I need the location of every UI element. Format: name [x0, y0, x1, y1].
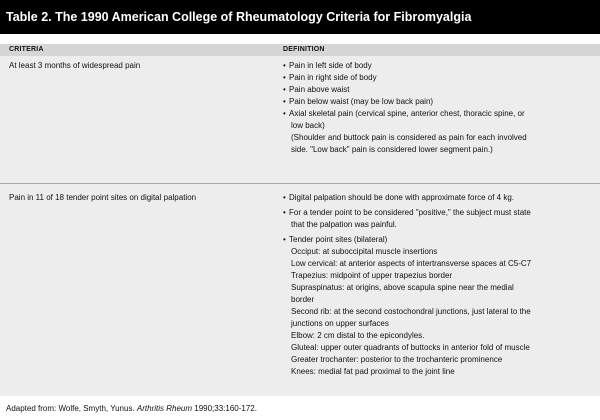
- criteria-cell-widespread-pain: At least 3 months of widespread pain: [9, 61, 141, 70]
- footnote-prefix: Adapted from: Wolfe, Smyth, Yunus.: [6, 404, 137, 413]
- bullet-icon: •: [283, 109, 286, 118]
- tender-site-continuation: border: [291, 295, 315, 304]
- list-item: • Axial skeletal pain (cervical spine, anterior chest, thoracic spine, or: [283, 109, 525, 118]
- tender-site: Low cervical: at anterior aspects of intertransverse spaces at C5-C7: [291, 259, 532, 268]
- note-line: side. "Low back" pain is considered lower segment pain.): [291, 145, 493, 154]
- list-item: • Pain above waist: [283, 85, 350, 94]
- list-item: • For a tender point to be considered "positive," the subject must state: [283, 208, 531, 217]
- tender-site: Greater trochanter: posterior to the trochanteric prominence: [291, 355, 503, 364]
- bullet-icon: •: [283, 97, 286, 106]
- tender-site: Knees: medial fat pad proximal to the joint line: [291, 367, 455, 376]
- list-item-continuation: low back): [291, 121, 325, 130]
- definition-column-header: DEFINITION: [283, 46, 325, 53]
- footnote-citation: 1990;33:160-172.: [192, 404, 257, 413]
- tender-site: Supraspinatus: at origins, above scapula spine near the medial: [291, 283, 514, 292]
- bullet-icon: •: [283, 73, 286, 82]
- bullet-icon: •: [283, 85, 286, 94]
- criteria-cell-tender-points: Pain in 11 of 18 tender point sites on digital palpation: [9, 193, 197, 202]
- tender-site: Occiput: at suboccipital muscle insertions: [291, 247, 438, 256]
- list-item: • Pain in left side of body: [283, 61, 372, 70]
- bullet-icon: •: [283, 235, 286, 244]
- tender-site: Gluteal: upper outer quadrants of buttocks in anterior fold of muscle: [291, 343, 530, 352]
- list-item: • Pain below waist (may be low back pain): [283, 97, 434, 106]
- tender-site: Elbow: 2 cm distal to the epicondyles.: [291, 331, 425, 340]
- definition-cell-tender-points: [283, 192, 595, 378]
- list-item: • Tender point sites (bilateral): [283, 235, 388, 244]
- bullet-icon: •: [283, 193, 286, 202]
- source-footnote: [6, 403, 257, 415]
- definition-cell-widespread-pain: [283, 60, 595, 156]
- row-divider: [0, 183, 600, 184]
- tender-site-continuation: junctions on upper surfaces: [291, 319, 389, 328]
- note-line: (Shoulder and buttock pain is considered as pain for each involved: [291, 133, 527, 142]
- list-item: • Digital palpation should be done with approximate force of 4 kg.: [283, 193, 515, 202]
- tender-site: Trapezius: midpoint of upper trapezius border: [291, 271, 453, 280]
- list-item: • Pain in right side of body: [283, 73, 377, 82]
- criteria-column-header: CRITERIA: [9, 46, 44, 53]
- table-title: Table 2. The 1990 American College of Rheumatology Criteria for Fibromyalgia: [0, 0, 600, 34]
- table-header-row: [0, 44, 600, 56]
- tender-site: Second rib: at the second costochondral junctions, just lateral to the: [291, 307, 531, 316]
- list-item-continuation: that the palpation was painful.: [291, 220, 397, 229]
- footnote-journal: Arthritis Rheum: [136, 404, 193, 413]
- bullet-icon: •: [283, 61, 286, 70]
- bullet-icon: •: [283, 208, 286, 217]
- criteria-table: [0, 44, 600, 396]
